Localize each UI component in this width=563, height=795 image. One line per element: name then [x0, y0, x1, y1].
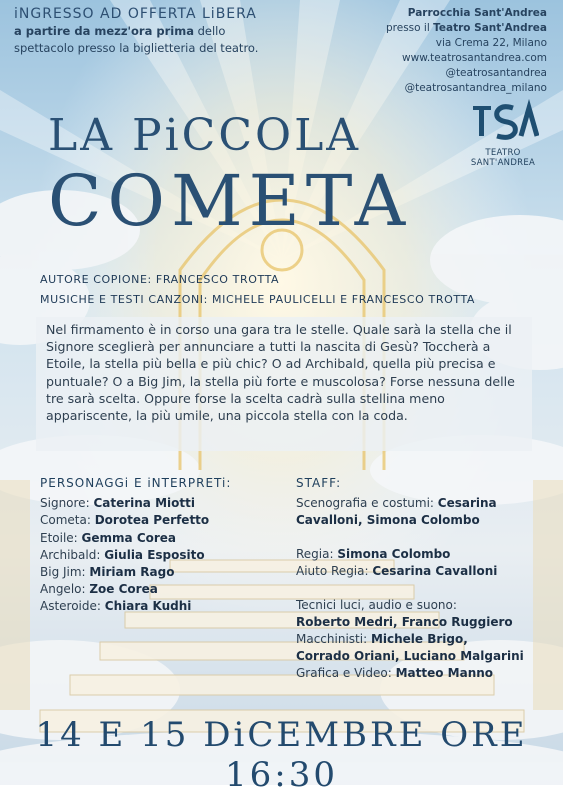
website-link[interactable]: www.teatrosantandrea.com — [402, 52, 547, 64]
event-date: 14 E 15 DiCEMBRE ORE 16:30 — [35, 715, 528, 795]
admission-headline: iNGRESSO AD OFFERTA LiBERA — [14, 6, 257, 22]
title-line-2: COMETA — [48, 160, 412, 242]
admission-info — [14, 6, 304, 57]
title-line-1: LA PiCCOLA — [48, 110, 362, 161]
staff-scenografia-cont: Cavalloni, Simona Colombo — [296, 513, 480, 527]
credits — [40, 270, 475, 310]
venue-prefix: presso il — [386, 22, 434, 34]
staff-macchinisti-cont: Corrado Oriani, Luciano Malgarini — [296, 649, 524, 663]
cast-row: Big Jim: Miriam Rago — [40, 565, 175, 580]
staff-list — [296, 475, 546, 682]
staff-macchinisti: Macchinisti: Michele Brigo, — [296, 632, 468, 646]
admission-time: a partire da mezz'ora prima — [14, 24, 194, 38]
author-credit: AUTORE COPIONE: FRANCESCO TROTTA — [40, 273, 280, 286]
cast-row: Cometa: Dorotea Perfetto — [40, 513, 210, 528]
cast-heading: PERSONAGGi E iNTERPRETi: — [40, 476, 232, 490]
venue-info — [317, 6, 547, 96]
staff-aiuto-regia: Aiuto Regia: Cesarina Cavalloni — [296, 564, 498, 578]
music-credit: MUSICHE E TESTI CANZONI: MICHELE PAULICELLI E FRANCESCO TROTTA — [40, 293, 476, 306]
parish-name: Parrocchia Sant'Andrea — [407, 7, 547, 19]
staff-grafica: Grafica e Video: Matteo Manno — [296, 666, 494, 680]
synopsis: Nel firmamento è in corso una gara tra le stelle. Quale sarà la stella che il Signore sceglierà per annunciare a tutti la nascita di Gesù? Toccherà a Etoile, la stella più bella e più chic? O ad Archibald, quella più precisa e puntuale? O a Big Jim, la stella più forte e muscolosa? Forse nessuna delle tre sarà scelta. Oppure forse la scelta cadrà sulla stellina meno appariscente, la più umile, una piccola stella con la coda. — [36, 317, 532, 451]
cast-row: Signore: Caterina Miotti — [40, 496, 195, 511]
theatre-logo — [458, 98, 548, 168]
staff-tecnici-names: Roberto Medri, Franco Ruggiero — [296, 615, 513, 629]
cast-list — [40, 475, 280, 616]
staff-regia: Regia: Simona Colombo — [296, 547, 451, 561]
social-handle-1[interactable]: @teatrosantandrea — [445, 67, 547, 79]
cast-row: Asteroide: Chiara Kudhi — [40, 599, 192, 614]
admission-line-2: spettacolo presso la biglietteria del teatro. — [14, 41, 259, 55]
venue-name: Teatro Sant'Andrea — [433, 22, 547, 34]
staff-heading: STAFF: — [296, 476, 342, 490]
admission-line-rest: dello — [193, 24, 226, 38]
logo-mark-icon — [467, 98, 539, 142]
social-handle-2[interactable]: @teatrosantandrea_milano — [404, 82, 547, 94]
cast-row: Archibald: Giulia Esposito — [40, 547, 205, 562]
cast-row: Etoile: Gemma Corea — [40, 530, 177, 545]
admission-line — [14, 23, 304, 40]
venue-address: via Crema 22, Milano — [435, 37, 547, 49]
staff-tecnici-label: Tecnici luci, audio e suono: — [296, 598, 457, 612]
logo-caption: TEATRO SANT'ANDREA — [470, 148, 536, 168]
cast-row: Angelo: Zoe Corea — [40, 582, 158, 597]
staff-scenografia: Scenografia e costumi: Cesarina — [296, 496, 497, 510]
